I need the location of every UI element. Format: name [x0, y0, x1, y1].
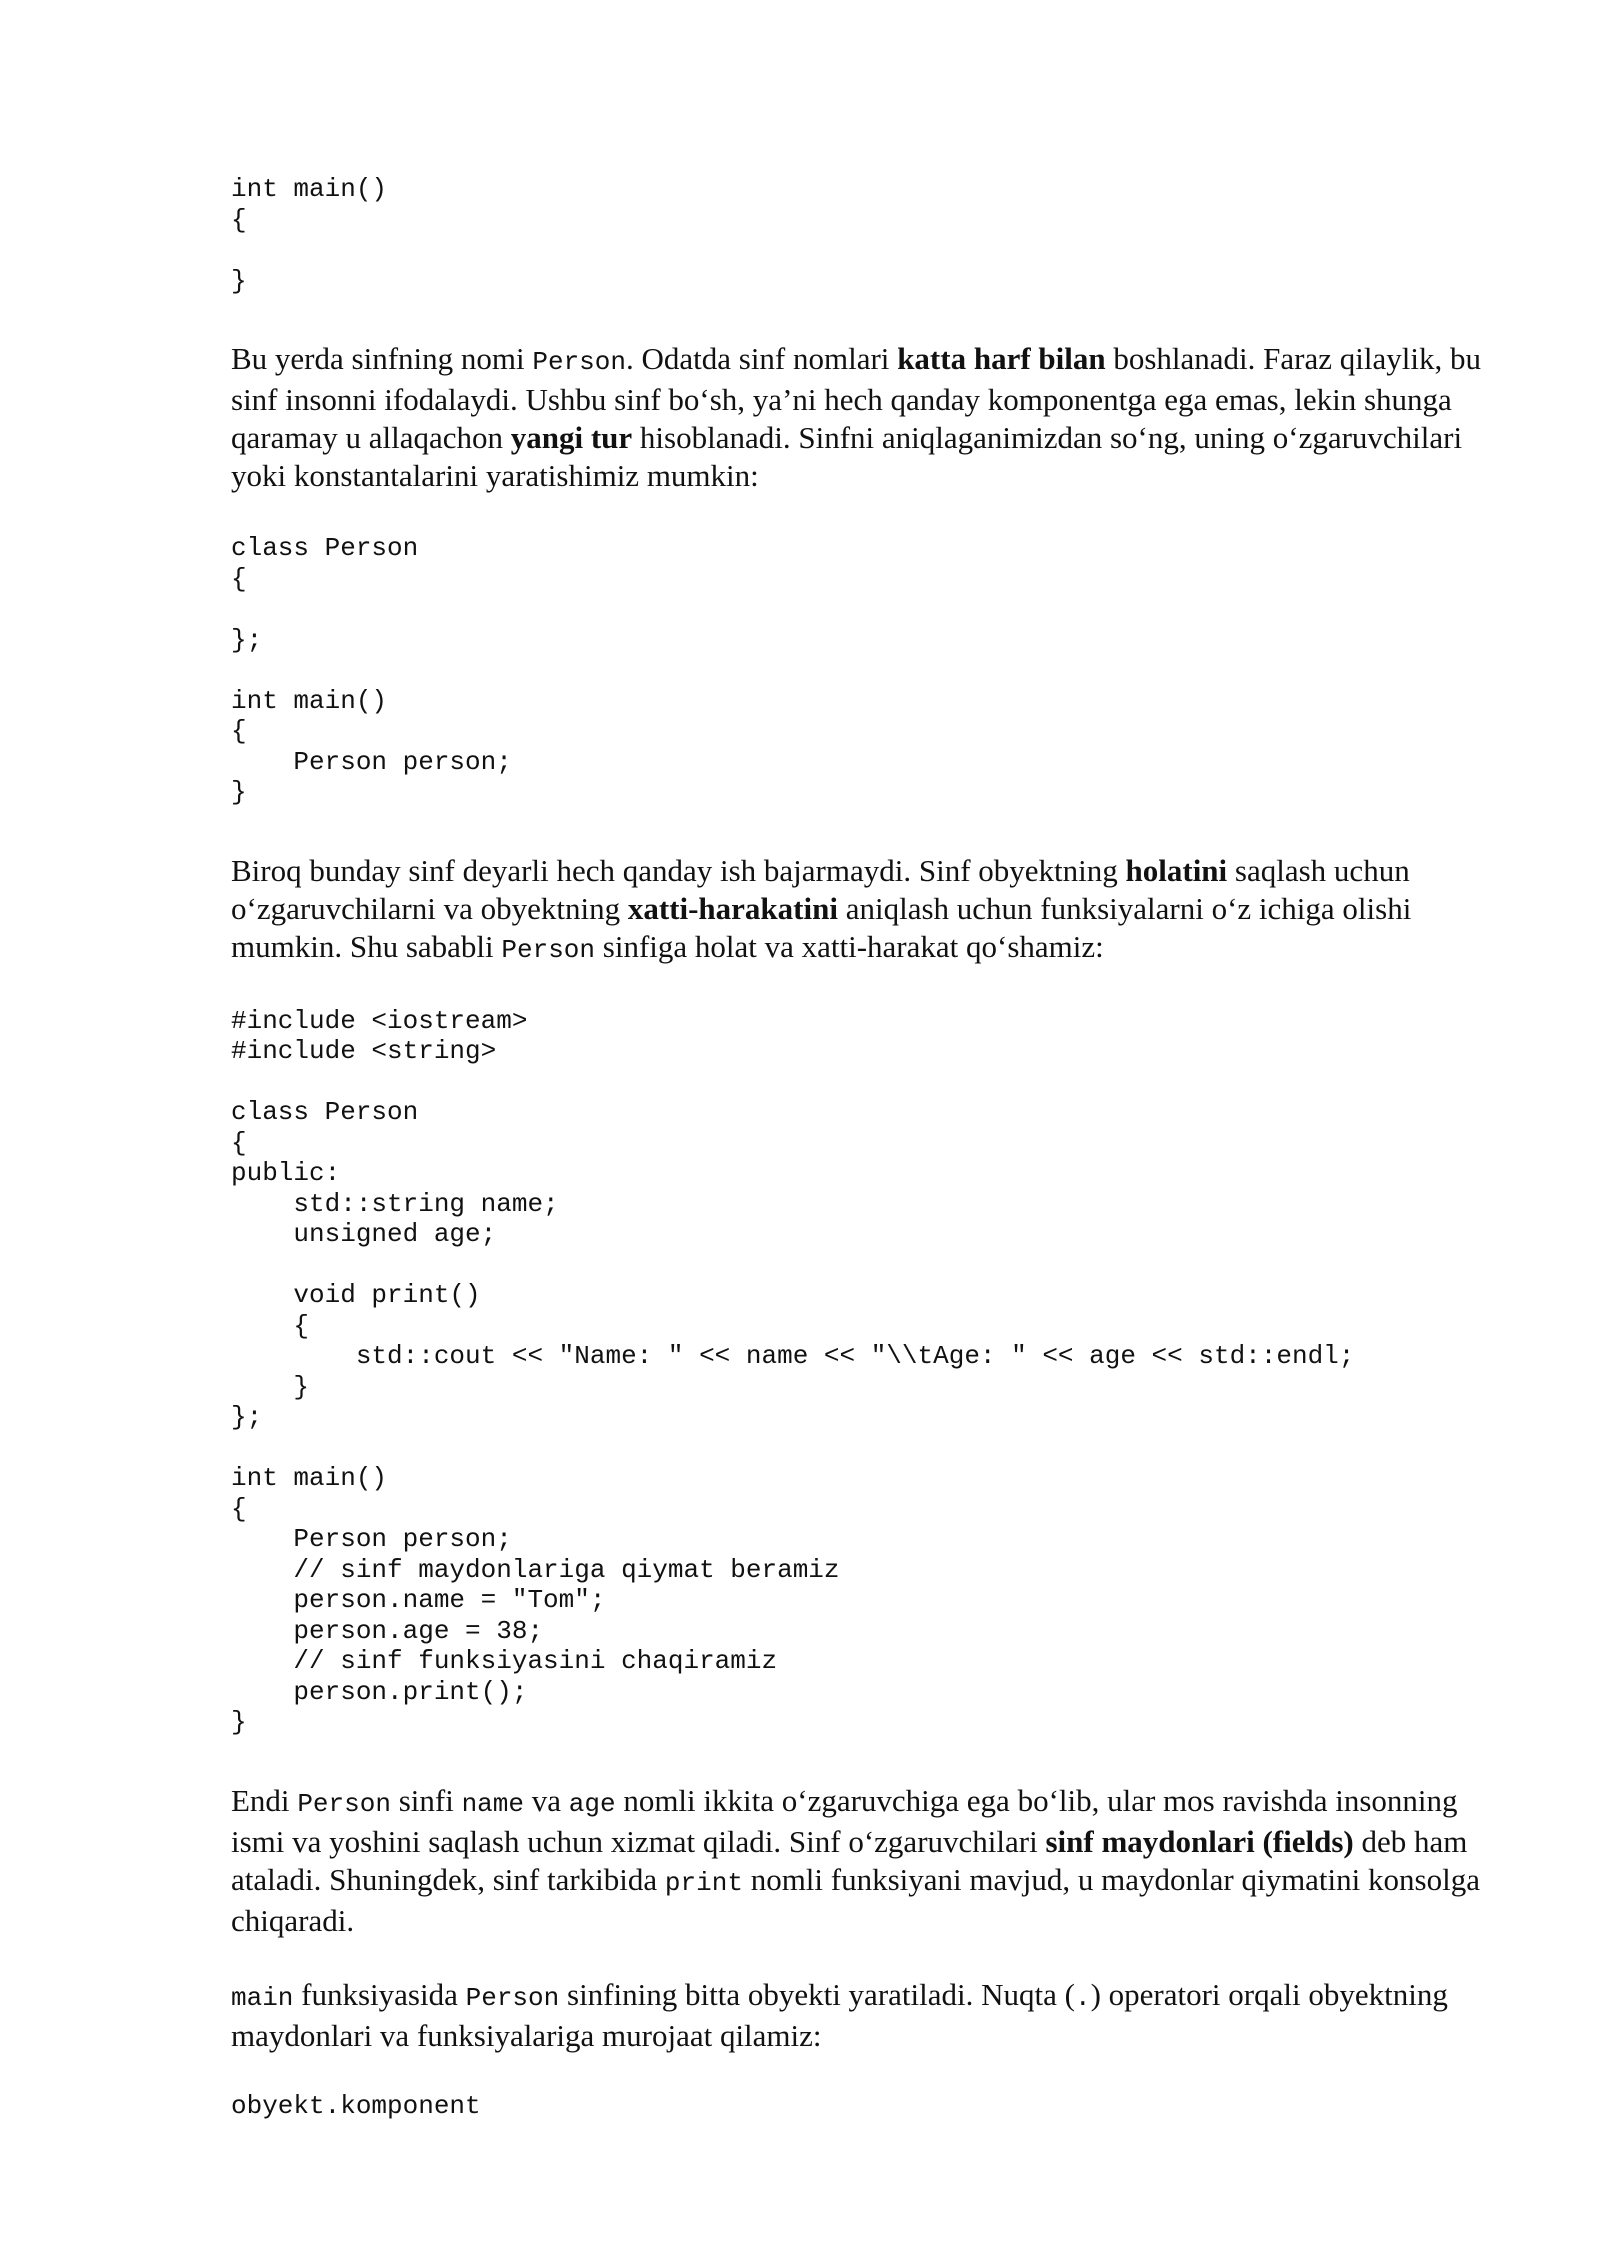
inline-code: Person — [532, 347, 626, 377]
code-block-empty-class: class Person { }; int main() { Person person; } — [231, 533, 512, 807]
inline-code: Person — [297, 1788, 391, 1819]
inline-code: age — [568, 1788, 616, 1819]
text: funksiyasida — [293, 1976, 466, 2012]
paragraph-dot-operator — [231, 1976, 1501, 2055]
text: Bu yerda sinfning nomi — [231, 341, 533, 376]
bold-text: katta harf bilan — [897, 341, 1106, 376]
text: sinfining bitta obyekti yaratiladi. Nuqta ( — [559, 1976, 1075, 2012]
text: saqlash uchun o‘zgaruvchilarni va obyektning — [231, 852, 1410, 926]
bold-text: holatini — [1125, 852, 1228, 888]
inline-code: name — [461, 1788, 524, 1819]
paragraph-class-intro — [231, 340, 1501, 495]
text: sinfiga holat va xatti-harakat qo‘shamiz: — [595, 928, 1104, 964]
text: va — [523, 1782, 569, 1818]
code-block-person-class: #include <iostream> #include <string> class Person { public: std::string name; unsigned age; void print() { std::cout << "Name: " << name << "\\tAge: " << age << std::endl; } }; int main() { Person person; // sinf maydonlariga qiymat beramiz person.name = "Tom"; person.age = 38; // sinf funksiyasini chaqiramiz person.print(); } — [231, 1005, 1355, 1737]
text: ) operatori orqali obyektning maydonlari va funksiyalariga murojaat qilamiz: — [231, 1976, 1448, 2053]
inline-code: Person — [501, 934, 596, 965]
text: Biroq bunday sinf deyarli hech qanday ish bajarmaydi. Sinf obyektning — [231, 852, 1126, 888]
inline-code: main — [231, 1982, 294, 2013]
text: sinfi — [390, 1782, 462, 1818]
text: . Odatda sinf nomlari — [625, 341, 898, 376]
inline-code: Person — [465, 1982, 560, 2013]
text: nomli funksiyani mavjud, u maydonlar qiymatini konsolga chiqaradi. — [231, 1861, 1480, 1938]
inline-code: print — [664, 1867, 743, 1898]
text: deb ham ataladi. Shuningdek, sinf tarkibida — [231, 1823, 1468, 1897]
text: aniqlash uchun funksiyalarni o‘z ichiga olishi mumkin. Shu sababli — [231, 890, 1412, 964]
paragraph-state-behavior — [231, 852, 1501, 969]
text: Endi — [231, 1782, 298, 1818]
bold-text: yangi tur — [510, 420, 633, 455]
code-block-main: int main() { } — [231, 174, 388, 296]
code-block-member-access: obyekt.komponent — [231, 2090, 481, 2121]
paragraph-fields — [231, 1782, 1501, 1940]
document-page — [231, 174, 1501, 2121]
text: nomli ikkita o‘zgaruvchiga ega bo‘lib, ular mos ravishda insonning ismi va yoshini saqlash uchun xizmat qiladi. Sinf o‘zgaruvchilari — [231, 1782, 1458, 1859]
inline-code: . — [1074, 1982, 1091, 2013]
bold-text: xatti-harakatini — [627, 890, 838, 926]
bold-text: sinf maydonlari (fields) — [1045, 1823, 1354, 1859]
text: hisoblanadi. Sinfni aniqlaganimizdan so‘ng, uning o‘zgaruvchilari yoki konstantalarini yaratishimiz mumkin: — [231, 420, 1463, 493]
text: boshlanadi. Faraz qilaylik, bu sinf insonni ifodalaydi. Ushbu sinf bo‘sh, ya’ni hech qanday komponentga ega emas, lekin shunga qaramay u allaqachon — [231, 341, 1481, 455]
